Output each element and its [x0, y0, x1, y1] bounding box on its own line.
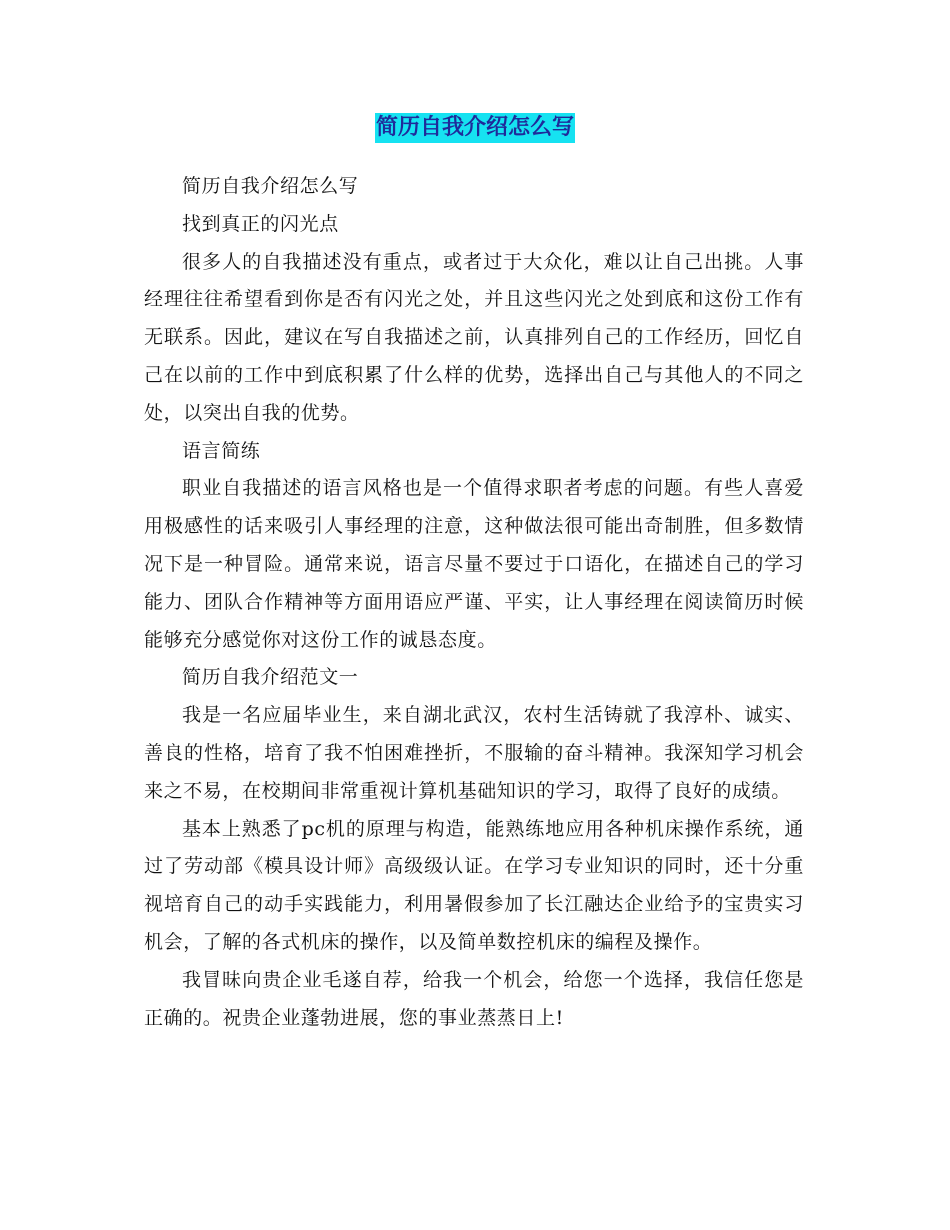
paragraph-language-style: 职业自我描述的语言风格也是一个值得求职者考虑的问题。有些人喜爱用极感性的话来吸引人事经理的注意，这种做法很可能出奇制胜，但多数情况下是一种冒险。通常来说，语言尽量不要过于口语化，在描述自己的学习能力、团队合作精神等方面用语应严谨、平实，让人事经理在阅读简历时候能够充分感觉你对这份工作的诚恳态度。 — [144, 477, 804, 651]
document-body — [144, 168, 804, 1037]
document-title: 简历自我介绍怎么写 — [375, 113, 575, 143]
heading-find-highlights: 找到真正的闪光点 — [182, 212, 339, 235]
paragraph-sample-skills: 基本上熟悉了pc机的原理与构造，能熟练地应用各种机床操作系统，通过了劳动部《模具设计师》高级级认证。在学习专业知识的同时，还十分重视培育自己的动手实践能力，利用暑假参加了长江融达企业给予的宝贵实习机会，了解的各式机床的操作，以及简单数控机床的编程及操作。 — [144, 817, 804, 953]
paragraph-sample-intro: 我是一名应届毕业生，来自湖北武汉，农村生活铸就了我淳朴、诚实、善良的性格，培育了我不怕困难挫折，不服输的奋斗精神。我深知学习机会来之不易，在校期间非常重视计算机基础知识的学习，取得了良好的成绩。 — [144, 704, 804, 802]
paragraph-highlights: 很多人的自我描述没有重点，或者过于大众化，难以让自己出挑。人事经理往往希望看到你是否有闪光之处，并且这些闪光之处到底和这份工作有无联系。因此，建议在写自我描述之前，认真排列自己的工作经历，回忆自己在以前的工作中到底积累了什么样的优势，选择出自己与其他人的不同之处，以突出自我的优势。 — [144, 250, 804, 424]
heading-main: 简历自我介绍怎么写 — [182, 175, 359, 197]
heading-language-concise: 语言简练 — [182, 439, 261, 462]
heading-sample-one: 简历自我介绍范文一 — [182, 666, 359, 689]
paragraph-sample-closing: 我冒昧向贵企业毛遂自荐，给我一个机会，给您一个选择，我信任您是正确的。祝贵企业蓬勃进展，您的事业蒸蒸日上! — [144, 968, 804, 1029]
title-container — [0, 113, 950, 143]
